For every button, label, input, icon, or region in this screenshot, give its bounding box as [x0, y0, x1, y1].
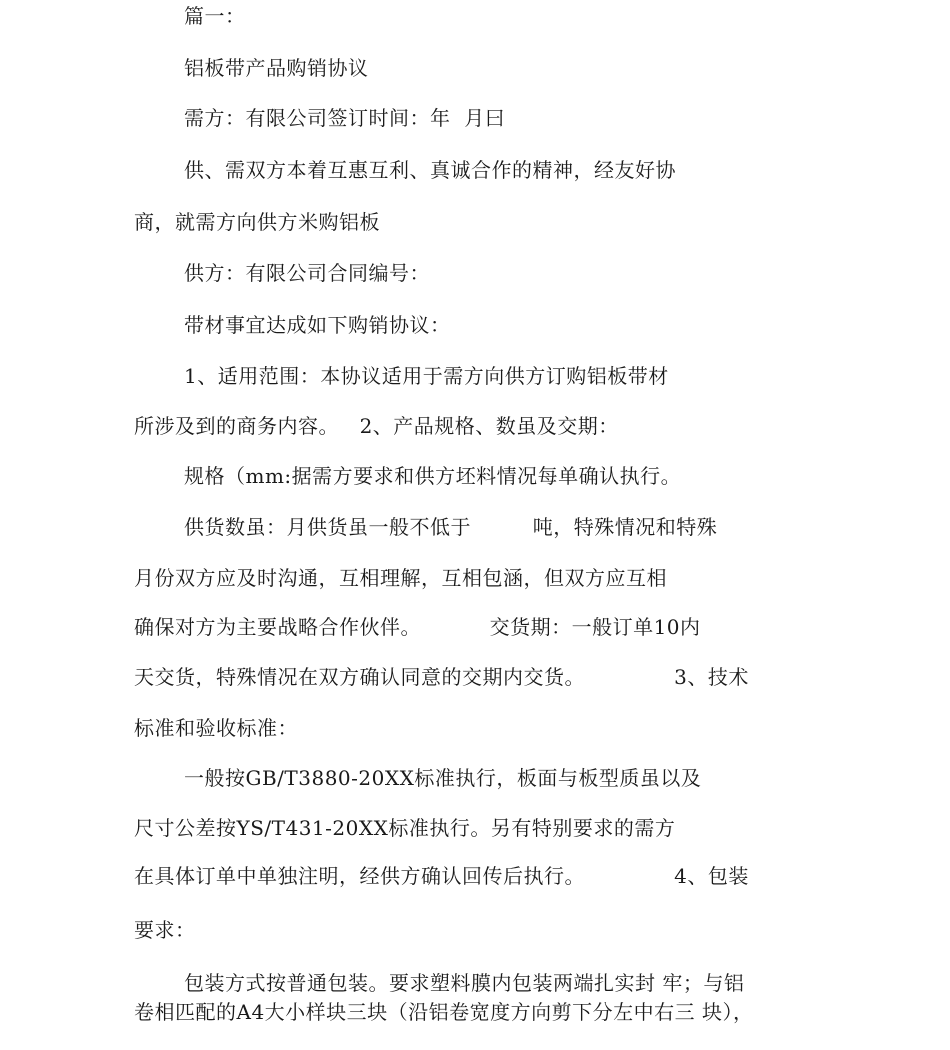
- doc-line-scope: 1、适用范围：本协议适用于需方向供方订购铝板带材: [184, 364, 669, 388]
- doc-line-packaging: 要求：: [134, 918, 196, 942]
- doc-line-packaging-a: 包装方式按普通包装。要求塑料膜内包装两端扎实封 牢；与铝: [184, 971, 745, 995]
- doc-line-quantity-c: 确保对方为主要战略合作伙伴。 交货期：一般订单10内: [134, 615, 701, 639]
- doc-line-heading: 篇一：: [184, 4, 246, 28]
- doc-line-standards: 标准和验收标准：: [134, 716, 298, 740]
- doc-line-quantity-b: 月份双方应及时沟通，互相理解，互相包涵，但双方应互相: [134, 566, 667, 590]
- doc-line-buyer: 需方：有限公司签订时间：年 月曰: [184, 106, 506, 130]
- doc-line-standards-b: 尺寸公差按YS/T431-20XX标准执行。另有特别要求的需方: [134, 816, 676, 840]
- doc-line-supplier: 供方：有限公司合同编号：: [184, 261, 430, 285]
- doc-line-delivery: 天交货，特殊情况在双方确认同意的交期内交货。 3、技术: [134, 665, 749, 689]
- doc-line-standards-a: 一般按GB/T3880-20XX标准执行，板面与板型质虽以及: [184, 766, 702, 790]
- doc-line-quantity: 供货数虽：月供货虽一般不低于 吨，特殊情况和特殊: [184, 515, 718, 539]
- doc-line-title: 铝板带产品购销协议: [184, 56, 369, 80]
- doc-line-paragraph-1: 供、需双方本着互惠互利、真诚合作的精神，经友好协: [184, 158, 676, 182]
- doc-line-packaging-b: 卷相匹配的A4大小样块三块（沿铝卷宽度方向剪下分左中右三 块），: [134, 1000, 754, 1024]
- doc-line-standards-c: 在具体订单中单独注明，经供方确认回传后执行。 4、包装: [134, 864, 749, 888]
- doc-line-scope-b: 所涉及到的商务内容。 2、产品规格、数虽及交期：: [134, 414, 619, 438]
- doc-line-agreement: 带材事宜达成如下购销协议：: [184, 313, 451, 337]
- doc-line-spec: 规格（mm:据需方要求和供方坯料情况每单确认执行。: [184, 464, 682, 488]
- doc-line-paragraph-1b: 商，就需方向供方米购铝板: [134, 210, 380, 234]
